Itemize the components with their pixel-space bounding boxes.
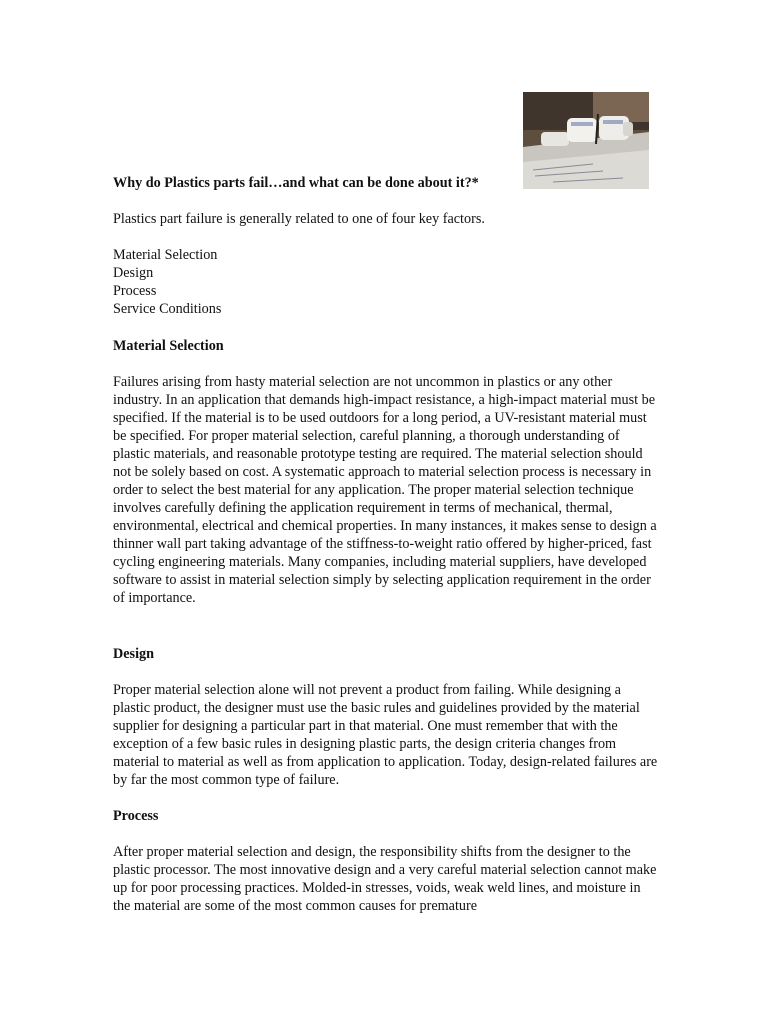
section-heading-process: Process: [113, 808, 159, 824]
list-item: Design: [113, 265, 154, 281]
document-title: Why do Plastics parts fail…and what can be done about it?*: [113, 175, 479, 191]
section-heading-material-selection: Material Selection: [113, 338, 224, 354]
section-body-process: After proper material selection and design, the responsibility shifts from the designer to the plastic processor. The most innovative design and a very careful material selection cannot make up for poor processing practices. Molded-in stresses, voids, weak weld lines, and moisture in the material are some of the most common causes for premature: [113, 844, 657, 914]
list-item: Process: [113, 283, 157, 299]
list-item: Service Conditions: [113, 301, 222, 317]
list-item: Material Selection: [113, 247, 218, 263]
failed-part-photo: [523, 92, 649, 189]
factor-list: [113, 246, 658, 318]
section-body-material-selection: Failures arising from hasty material selection are not uncommon in plastics or any other industry. In an application that demands high-impact resistance, a high-impact material must be specified. If the material is to be used outdoors for a long period, a UV-resistant material must be specified. For proper material selection, careful planning, a thorough understanding of plastic materials, and reasonable prototype testing are required. The material selection should not be solely based on cost. A systematic approach to material selection process is necessary in order to select the best material for any application. The proper material selection technique involves carefully defining the application requirement in terms of mechanical, thermal, environmental, electrical and chemical properties. In many instances, it makes sense to design a thinner wall part taking advantage of the stiffness-to-weight ratio offered by higher-priced, fast cycling engineering materials. Many companies, including material suppliers, have developed software to assist in material selection simply by selecting application requirement in the order of importance.: [113, 374, 657, 606]
section-heading-design: Design: [113, 646, 154, 662]
intro-paragraph: Plastics part failure is generally related to one of four key factors.: [113, 211, 485, 227]
section-body-design: Proper material selection alone will not prevent a product from failing. While designing a plastic product, the designer must use the basic rules and guidelines provided by the material supplier for designing a particular part in that material. One must remember that with the exception of a few basic rules in designing plastic parts, the design criteria changes from material to material as well as from application to application. Today, design-related failures are by far the most common type of failure.: [113, 682, 658, 788]
photo-illustration: [523, 92, 649, 189]
